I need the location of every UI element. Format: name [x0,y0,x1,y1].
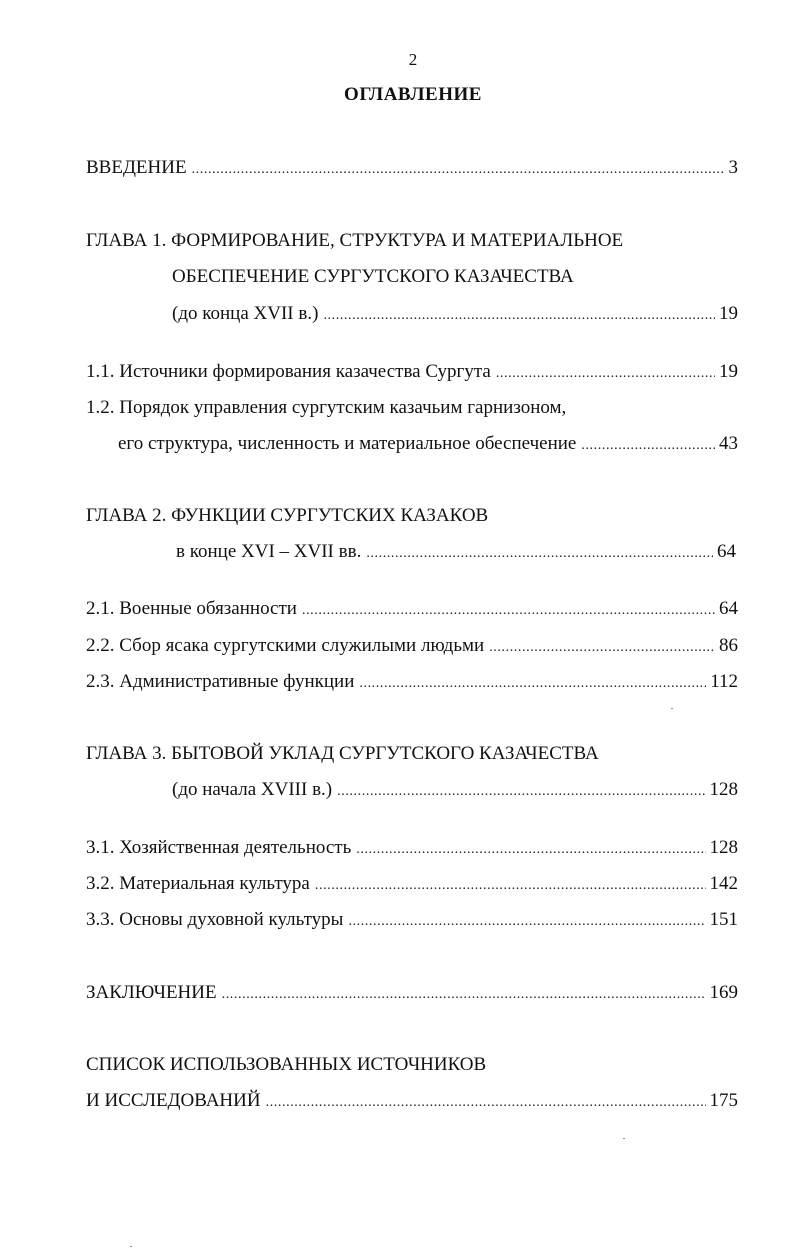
dot-leader [302,597,715,623]
toc-entry-intro [86,156,738,182]
toc-entry-sources [86,1089,738,1115]
toc-entry-conclusion [86,981,738,1007]
toc-page-number: 169 [709,982,738,1003]
scan-speck [623,1138,625,1139]
toc-label: 2.3. Административные функции [86,671,355,692]
toc-entry-2-3 [86,670,738,696]
dot-leader [266,1089,706,1115]
toc-page-number: 86 [719,635,738,656]
section-1-2-line-1: 1.2. Порядок управления сургутским казачьим гарнизоном, [86,397,567,418]
toc-page-number: 19 [719,361,738,382]
dot-leader [356,836,705,862]
toc-entry-1-1 [86,360,738,386]
dot-leader [366,540,713,566]
scan-speck [130,1246,132,1247]
toc-page-number: 128 [709,837,738,858]
toc-entry-chapter-3 [172,778,738,804]
toc-page-number: 3 [728,157,738,178]
scan-speck [671,708,673,709]
toc-label: в конце XVI – XVII вв. [176,541,362,562]
toc-entry-chapter-2 [176,540,736,566]
toc-label: ВВЕДЕНИЕ [86,157,187,178]
dot-leader [315,872,706,898]
page-title: ОГЛАВЛЕНИЕ [344,84,482,105]
toc-page-number: 19 [719,303,738,324]
dot-leader [359,670,706,696]
toc-page-number: 151 [709,909,738,930]
toc-page-number: 175 [709,1090,738,1111]
toc-page-number: 142 [709,873,738,894]
toc-label: 3.1. Хозяйственная деятельность [86,837,352,858]
dot-leader [337,778,705,804]
toc-entry-3-1 [86,836,738,862]
toc-entry-2-2 [86,634,738,660]
toc-page-number: 112 [710,671,738,692]
toc-label: 3.2. Материальная культура [86,873,310,894]
chapter-3-heading-line-1: ГЛАВА 3. БЫТОВОЙ УКЛАД СУРГУТСКОГО КАЗАЧЕСТВА [86,743,599,764]
toc-label: 1.1. Источники формирования казачества Сургута [86,361,491,382]
toc-label: (до начала XVIII в.) [172,779,333,800]
toc-entry-3-2 [86,872,738,898]
dot-leader [496,360,715,386]
dot-leader [222,981,706,1007]
toc-page-number: 64 [717,541,736,562]
dot-leader [581,432,715,458]
toc-label: 3.3. Основы духовной культуры [86,909,344,930]
chapter-2-heading-line-1: ГЛАВА 2. ФУНКЦИИ СУРГУТСКИХ КАЗАКОВ [86,505,489,526]
sources-heading-line-1: СПИСОК ИСПОЛЬЗОВАННЫХ ИСТОЧНИКОВ [86,1054,487,1075]
toc-label: ЗАКЛЮЧЕНИЕ [86,982,217,1003]
toc-page-number: 64 [719,598,738,619]
toc-label: (до конца XVII в.) [172,303,319,324]
toc-label: И ИССЛЕДОВАНИЙ [86,1090,261,1111]
toc-page-number: 128 [709,779,738,800]
toc-entry-2-1 [86,597,738,623]
toc-label: 2.1. Военные обязанности [86,598,297,619]
toc-entry-1-2 [118,432,738,458]
dot-leader [323,302,715,328]
toc-entry-chapter-1 [172,302,738,328]
dot-leader [348,908,705,934]
chapter-1-heading-line-2: ОБЕСПЕЧЕНИЕ СУРГУТСКОГО КАЗАЧЕСТВА [172,266,574,287]
toc-label: 2.2. Сбор ясака сургутскими служилыми людьми [86,635,485,656]
toc-label: его структура, численность и материальное обеспечение [118,433,577,454]
page-number: 2 [408,50,418,69]
dot-leader [489,634,715,660]
chapter-1-heading-line-1: ГЛАВА 1. ФОРМИРОВАНИЕ, СТРУКТУРА И МАТЕРИАЛЬНОЕ [86,230,624,251]
dot-leader [192,156,725,182]
toc-page-number: 43 [719,433,738,454]
toc-entry-3-3 [86,908,738,934]
